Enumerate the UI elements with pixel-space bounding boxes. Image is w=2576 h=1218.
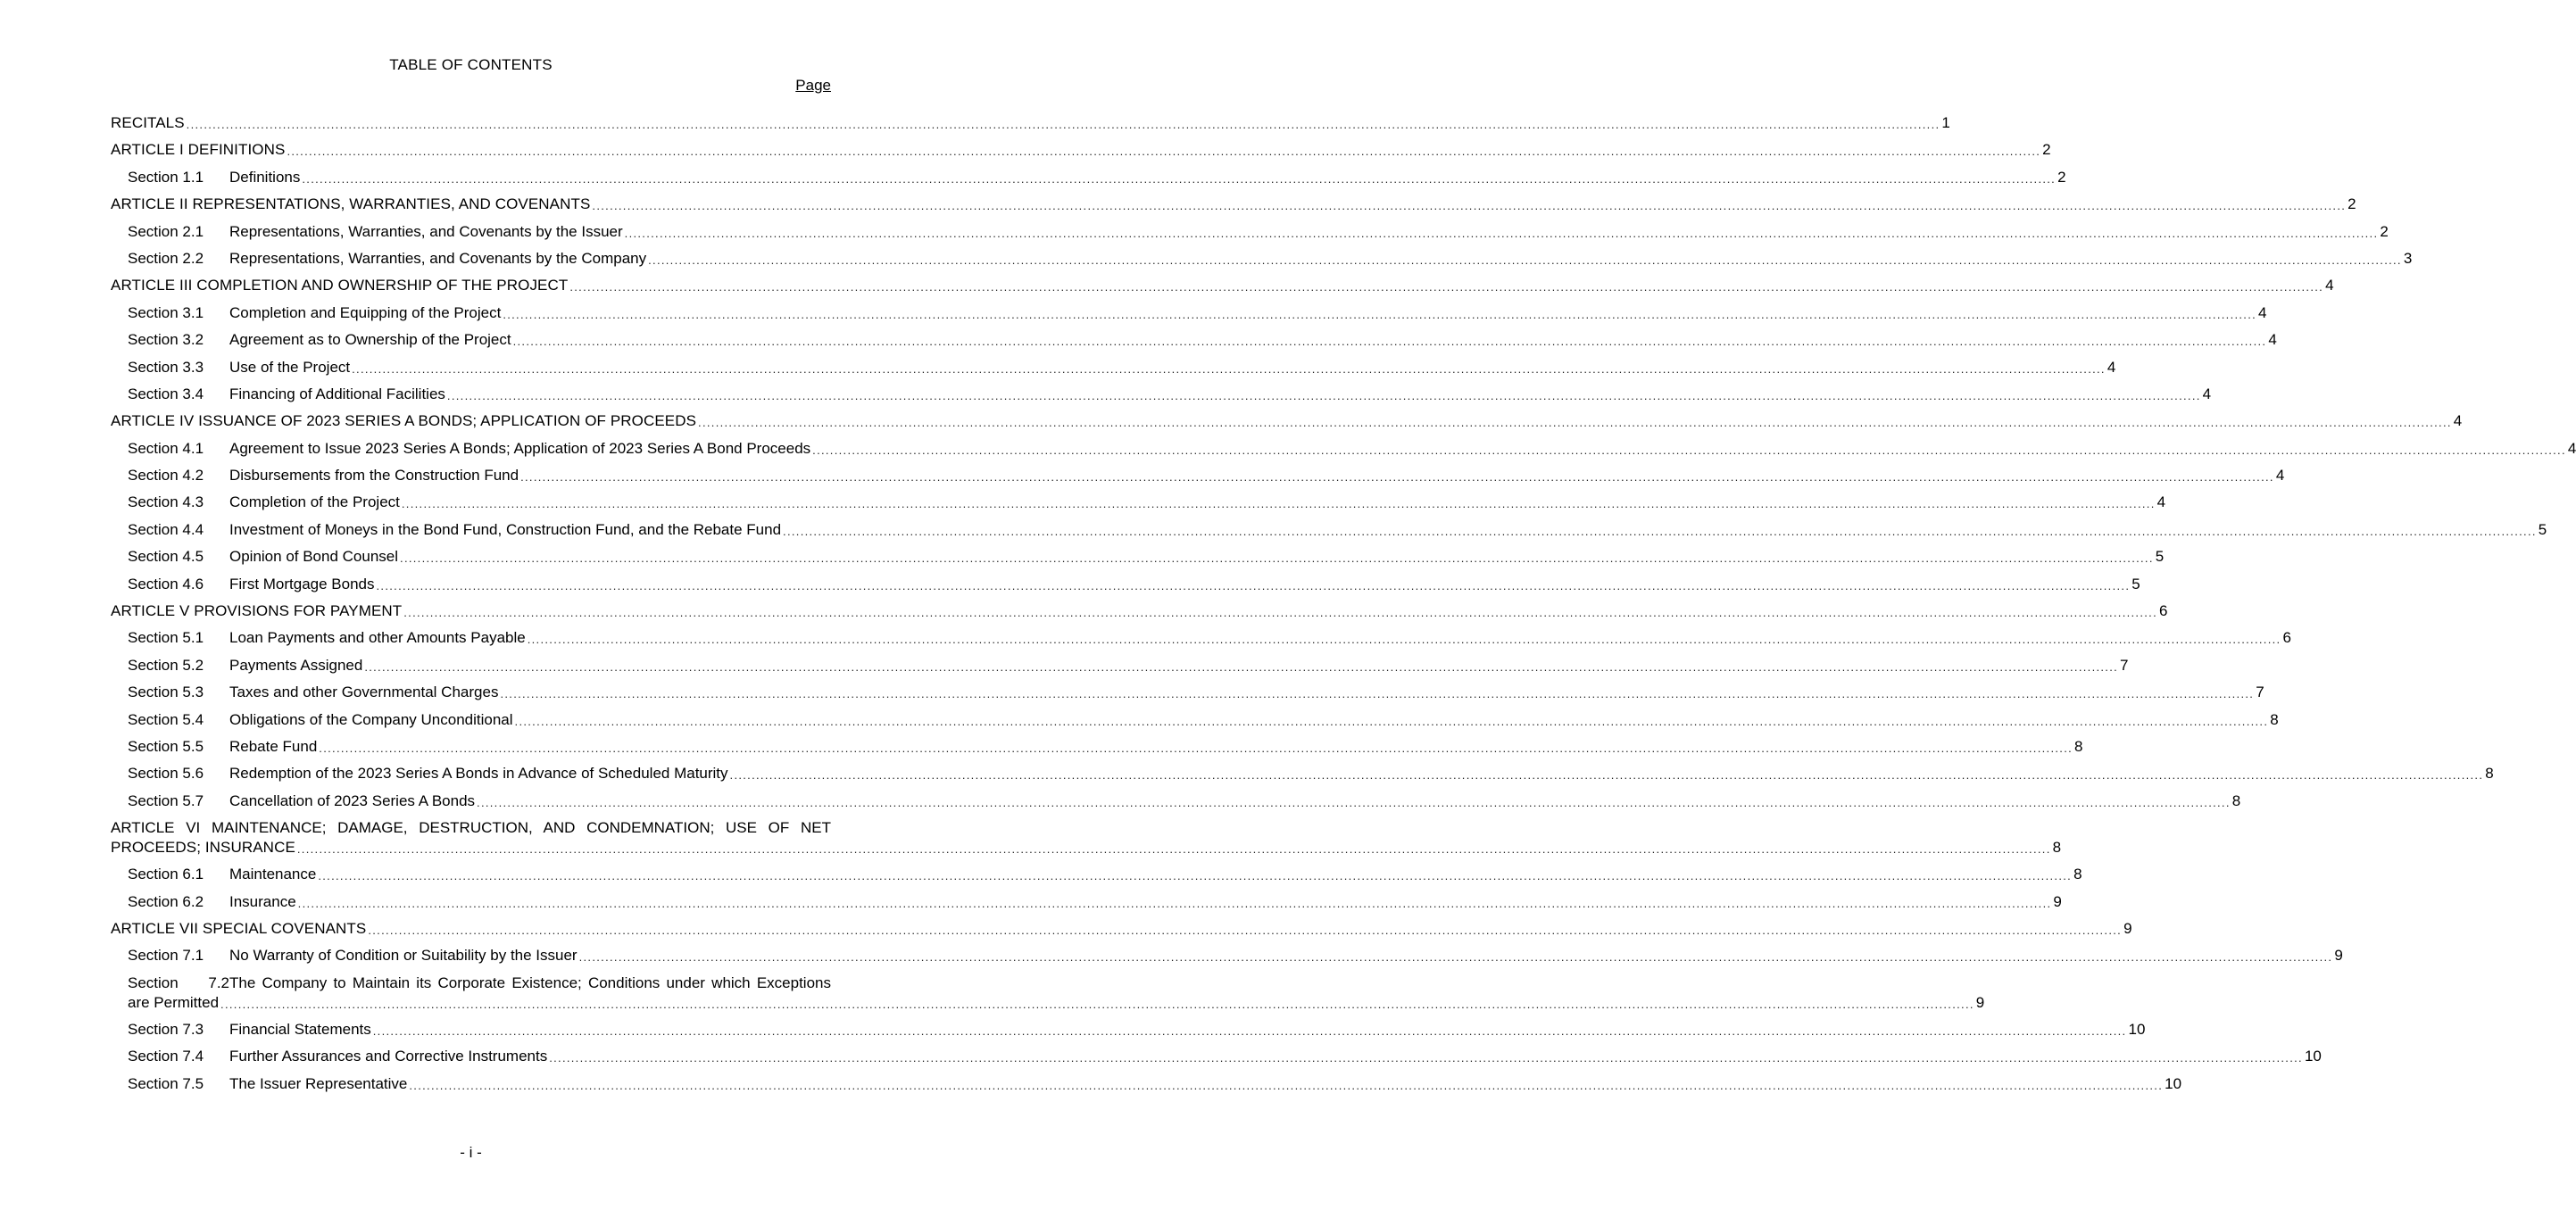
page-number: 8 (2231, 791, 2241, 809)
section-number: Section 7.1 (128, 947, 204, 965)
section-title: Rebate Fund (229, 737, 318, 755)
page-number: 2 (2347, 195, 2356, 213)
toc-section-entry[interactable] (111, 544, 2165, 571)
article-title-line-1: ARTICLE VI MAINTENANCE; DAMAGE, DESTRUCTION, AND CONDEMNATION; USE OF NET (111, 819, 831, 837)
table-of-contents (111, 111, 2576, 1098)
section-title: Financial Statements (229, 1020, 371, 1038)
page-number: 8 (2270, 710, 2279, 728)
toc-section-entry[interactable] (111, 463, 2285, 490)
dot-leader: ................................................................................................................................................................................................................................................................................................................................................................................................................ (500, 687, 2255, 701)
article-title: ARTICLE I DEFINITIONS (111, 141, 286, 159)
dot-leader: ................................................................................................................................................................................................................................................................................................................................................................................................................ (319, 741, 2073, 755)
page-number: 4 (2567, 439, 2576, 457)
section-number: Section 5.7 (128, 791, 204, 809)
section-number: Section 2.1 (128, 222, 204, 240)
toc-section-entry[interactable] (111, 1072, 2182, 1098)
article-title: RECITALS (111, 114, 185, 131)
toc-article-entry[interactable] (111, 816, 2062, 862)
section-title: Financing of Additional Facilities (229, 385, 445, 402)
dot-leader: ................................................................................................................................................................................................................................................................................................................................................................................................................ (364, 659, 2119, 674)
section-title: Representations, Warranties, and Covenants by the Company (229, 249, 647, 267)
dot-leader: ................................................................................................................................................................................................................................................................................................................................................................................................................ (446, 388, 2201, 402)
section-number: Section 6.2 (128, 892, 204, 910)
toc-section-entry[interactable] (111, 890, 2062, 916)
page-number: 10 (2128, 1020, 2146, 1038)
page-number: 5 (2131, 575, 2140, 592)
dot-leader: ................................................................................................................................................................................................................................................................................................................................................................................................................ (368, 923, 2123, 937)
section-number: Section 5.1 (128, 629, 204, 647)
toc-section-entry[interactable] (111, 734, 2083, 761)
dot-leader: ................................................................................................................................................................................................................................................................................................................................................................................................................ (549, 1051, 2303, 1065)
section-number: Section 4.1 (128, 439, 204, 457)
toc-section-entry[interactable] (111, 680, 2264, 707)
section-title: Payments Assigned (229, 656, 363, 674)
toc-section-entry[interactable] (111, 943, 2343, 970)
dot-leader: ................................................................................................................................................................................................................................................................................................................................................................................................................ (648, 253, 2402, 267)
dot-leader: ................................................................................................................................................................................................................................................................................................................................................................................................................ (352, 361, 2106, 376)
section-title: Investment of Moneys in the Bond Fund, Construction Fund, and the Rebate Fund (229, 520, 782, 538)
page-number: 9 (1975, 993, 1985, 1011)
section-number: Section 4.5 (128, 548, 204, 566)
toc-section-entry[interactable] (111, 653, 2129, 680)
page-number: 1 (1941, 114, 1950, 131)
section-title: Agreement to Issue 2023 Series A Bonds; Application of 2023 Series A Bond Proceeds (229, 439, 811, 457)
page-number: 4 (2275, 467, 2285, 485)
section-title: Cancellation of 2023 Series A Bonds (229, 791, 476, 809)
article-title: ARTICLE VII SPECIAL COVENANTS (111, 919, 367, 937)
toc-article-entry[interactable] (111, 916, 2132, 943)
page-number: 4 (2156, 493, 2166, 511)
toc-section-entry[interactable] (111, 490, 2166, 517)
toc-article-entry[interactable] (111, 111, 1950, 137)
section-number: Section 5.6 (128, 765, 204, 783)
toc-section-entry[interactable] (111, 327, 2277, 354)
section-number: Section 7.3 (128, 1020, 204, 1038)
dot-leader: ................................................................................................................................................................................................................................................................................................................................................................................................................ (372, 1023, 2127, 1038)
page-number: 6 (2282, 629, 2291, 647)
section-number: Section 3.4 (128, 385, 204, 402)
toc-section-entry[interactable] (111, 626, 2291, 652)
dot-leader: ................................................................................................................................................................................................................................................................................................................................................................................................................ (527, 633, 2281, 647)
toc-section-entry[interactable] (111, 708, 2279, 734)
page-number-footer: - i - (460, 1144, 482, 1161)
toc-section-entry[interactable] (111, 789, 2241, 816)
page-number: 2 (2380, 222, 2389, 240)
section-number: Section 5.5 (128, 737, 204, 755)
article-title: ARTICLE IV ISSUANCE OF 2023 SERIES A BONDS; APPLICATION OF PROCEEDS (111, 412, 697, 430)
dot-leader: ................................................................................................................................................................................................................................................................................................................................................................................................................ (186, 118, 1940, 131)
dot-leader: ................................................................................................................................................................................................................................................................................................................................................................................................................ (296, 842, 2051, 857)
section-number: Section 5.4 (128, 710, 204, 728)
dot-leader: ................................................................................................................................................................................................................................................................................................................................................................................................................ (624, 226, 2379, 240)
toc-section-entry[interactable] (111, 572, 2140, 599)
section-number: Section 1.1 (128, 168, 204, 186)
toc-section-entry[interactable] (111, 355, 2116, 382)
toc-section-entry[interactable] (111, 761, 2494, 788)
dot-leader: ................................................................................................................................................................................................................................................................................................................................................................................................................ (477, 795, 2231, 809)
dot-leader: ................................................................................................................................................................................................................................................................................................................................................................................................................ (698, 416, 2452, 430)
page-number: 2 (2057, 168, 2066, 186)
dot-leader: ................................................................................................................................................................................................................................................................................................................................................................................................................ (783, 524, 2537, 538)
toc-section-entry[interactable] (111, 301, 2267, 327)
dot-leader: ................................................................................................................................................................................................................................................................................................................................................................................................................ (302, 171, 2057, 186)
page-number: 8 (2485, 765, 2494, 783)
dot-leader: ................................................................................................................................................................................................................................................................................................................................................................................................................ (592, 199, 2347, 213)
dot-leader: ................................................................................................................................................................................................................................................................................................................................................................................................................ (376, 578, 2131, 592)
toc-article-entry[interactable] (111, 137, 2051, 164)
dot-leader: ................................................................................................................................................................................................................................................................................................................................................................................................................ (297, 896, 2052, 910)
page-number: 3 (2403, 249, 2413, 267)
toc-section-entry[interactable] (111, 971, 1985, 1017)
toc-section-entry[interactable] (111, 165, 2066, 192)
section-number: Section 7.2 (128, 974, 229, 991)
page-number: 9 (2053, 892, 2062, 910)
page-number: 7 (2256, 684, 2264, 701)
section-number: Section 4.2 (128, 467, 204, 485)
section-number: Section 5.2 (128, 656, 204, 674)
section-number: Section 7.4 (128, 1048, 204, 1065)
section-number: Section 3.1 (128, 303, 204, 321)
page-title: TABLE OF CONTENTS (389, 56, 553, 73)
page-number: 4 (2268, 331, 2277, 349)
dot-leader: ................................................................................................................................................................................................................................................................................................................................................................................................................ (729, 768, 2484, 783)
article-title: ARTICLE III COMPLETION AND OWNERSHIP OF THE PROJECT (111, 277, 569, 294)
page-number: 6 (2159, 602, 2168, 620)
dot-leader: ................................................................................................................................................................................................................................................................................................................................................................................................................ (520, 470, 2274, 485)
toc-section-entry[interactable] (111, 220, 2389, 246)
toc-article-entry[interactable] (111, 192, 2356, 219)
dot-leader: ................................................................................................................................................................................................................................................................................................................................................................................................................ (514, 714, 2269, 728)
page-number: 5 (2538, 520, 2547, 538)
article-title-line-2: PROCEEDS; INSURANCE (111, 839, 295, 857)
dot-leader: ................................................................................................................................................................................................................................................................................................................................................................................................................ (318, 869, 2073, 883)
section-title: Definitions (229, 168, 301, 186)
toc-section-entry[interactable] (111, 862, 2082, 889)
toc-article-entry[interactable] (111, 409, 2463, 435)
page-number: 4 (2453, 412, 2463, 430)
section-title: Agreement as to Ownership of the Project (229, 331, 511, 349)
page-number: 4 (2258, 303, 2267, 321)
section-number: Section 3.3 (128, 358, 204, 376)
section-title: Redemption of the 2023 Series A Bonds in Advance of Scheduled Maturity (229, 765, 728, 783)
section-title: Opinion of Bond Counsel (229, 548, 399, 566)
toc-section-entry[interactable] (111, 1044, 2322, 1071)
toc-section-entry[interactable] (111, 382, 2212, 409)
dot-leader: ................................................................................................................................................................................................................................................................................................................................................................................................................ (400, 551, 2154, 566)
page-number: 4 (2325, 277, 2334, 294)
dot-leader: ................................................................................................................................................................................................................................................................................................................................................................................................................ (503, 307, 2257, 321)
section-number: Section 4.6 (128, 575, 204, 592)
dot-leader: ................................................................................................................................................................................................................................................................................................................................................................................................................ (287, 145, 2041, 159)
section-number: Section 4.4 (128, 520, 204, 538)
dot-leader: ................................................................................................................................................................................................................................................................................................................................................................................................................ (403, 606, 2157, 620)
page-number: 8 (2074, 737, 2083, 755)
page-number: 4 (2107, 358, 2116, 376)
section-title: Obligations of the Company Unconditional (229, 710, 513, 728)
page-number: 2 (2042, 141, 2051, 159)
section-number: Section 5.3 (128, 684, 204, 701)
page-number: 4 (2202, 385, 2212, 402)
toc-section-entry[interactable] (111, 1017, 2146, 1044)
toc-article-entry[interactable] (111, 599, 2168, 626)
section-number: Section 6.1 (128, 866, 204, 883)
dot-leader: ................................................................................................................................................................................................................................................................................................................................................................................................................ (401, 497, 2156, 511)
toc-section-entry[interactable] (111, 436, 2576, 463)
section-title: Further Assurances and Corrective Instruments (229, 1048, 548, 1065)
dot-leader: ................................................................................................................................................................................................................................................................................................................................................................................................................ (409, 1078, 2164, 1092)
dot-leader: ................................................................................................................................................................................................................................................................................................................................................................................................................ (578, 950, 2333, 965)
dot-leader: ................................................................................................................................................................................................................................................................................................................................................................................................................ (812, 443, 2566, 457)
toc-section-entry[interactable] (111, 246, 2413, 273)
article-title: ARTICLE II REPRESENTATIONS, WARRANTIES, AND COVENANTS (111, 195, 591, 213)
toc-article-entry[interactable] (111, 273, 2334, 300)
dot-leader: ................................................................................................................................................................................................................................................................................................................................................................................................................ (569, 280, 2324, 294)
page-number: 10 (2165, 1074, 2182, 1092)
page-column-label: Page (795, 77, 831, 94)
page-number: 7 (2120, 656, 2129, 674)
section-number: Section 4.3 (128, 493, 204, 511)
page-number: 8 (2073, 866, 2082, 883)
toc-section-entry[interactable] (111, 518, 2547, 544)
dot-leader: ................................................................................................................................................................................................................................................................................................................................................................................................................ (220, 997, 1974, 1011)
section-title: Taxes and other Governmental Charges (229, 684, 499, 701)
page-number: 9 (2123, 919, 2132, 937)
dot-leader: ................................................................................................................................................................................................................................................................................................................................................................................................................ (512, 335, 2267, 349)
section-title: Use of the Project (229, 358, 351, 376)
section-number: Section 7.5 (128, 1074, 204, 1092)
section-title: Completion and Equipping of the Project (229, 303, 502, 321)
page-number: 5 (2155, 548, 2165, 566)
section-title: Maintenance (229, 866, 317, 883)
section-title: Representations, Warranties, and Covenants by the Issuer (229, 222, 623, 240)
page-number: 8 (2052, 839, 2062, 857)
page-number: 10 (2304, 1048, 2322, 1065)
article-title: ARTICLE V PROVISIONS FOR PAYMENT (111, 602, 403, 620)
section-title-line-1: The Company to Maintain its Corporate Existence; Conditions under which Exceptions (229, 974, 831, 991)
section-title: No Warranty of Condition or Suitability by the Issuer (229, 947, 578, 965)
section-title: Insurance (229, 892, 296, 910)
section-title: Completion of the Project (229, 493, 400, 511)
section-title: Loan Payments and other Amounts Payable (229, 629, 526, 647)
section-number: Section 3.2 (128, 331, 204, 349)
section-number: Section 2.2 (128, 249, 204, 267)
page-number: 9 (2334, 947, 2343, 965)
section-title: The Issuer Representative (229, 1074, 408, 1092)
section-title: Disbursements from the Construction Fund (229, 467, 519, 485)
section-title: First Mortgage Bonds (229, 575, 375, 592)
section-title-line-2: are Permitted (128, 993, 220, 1011)
